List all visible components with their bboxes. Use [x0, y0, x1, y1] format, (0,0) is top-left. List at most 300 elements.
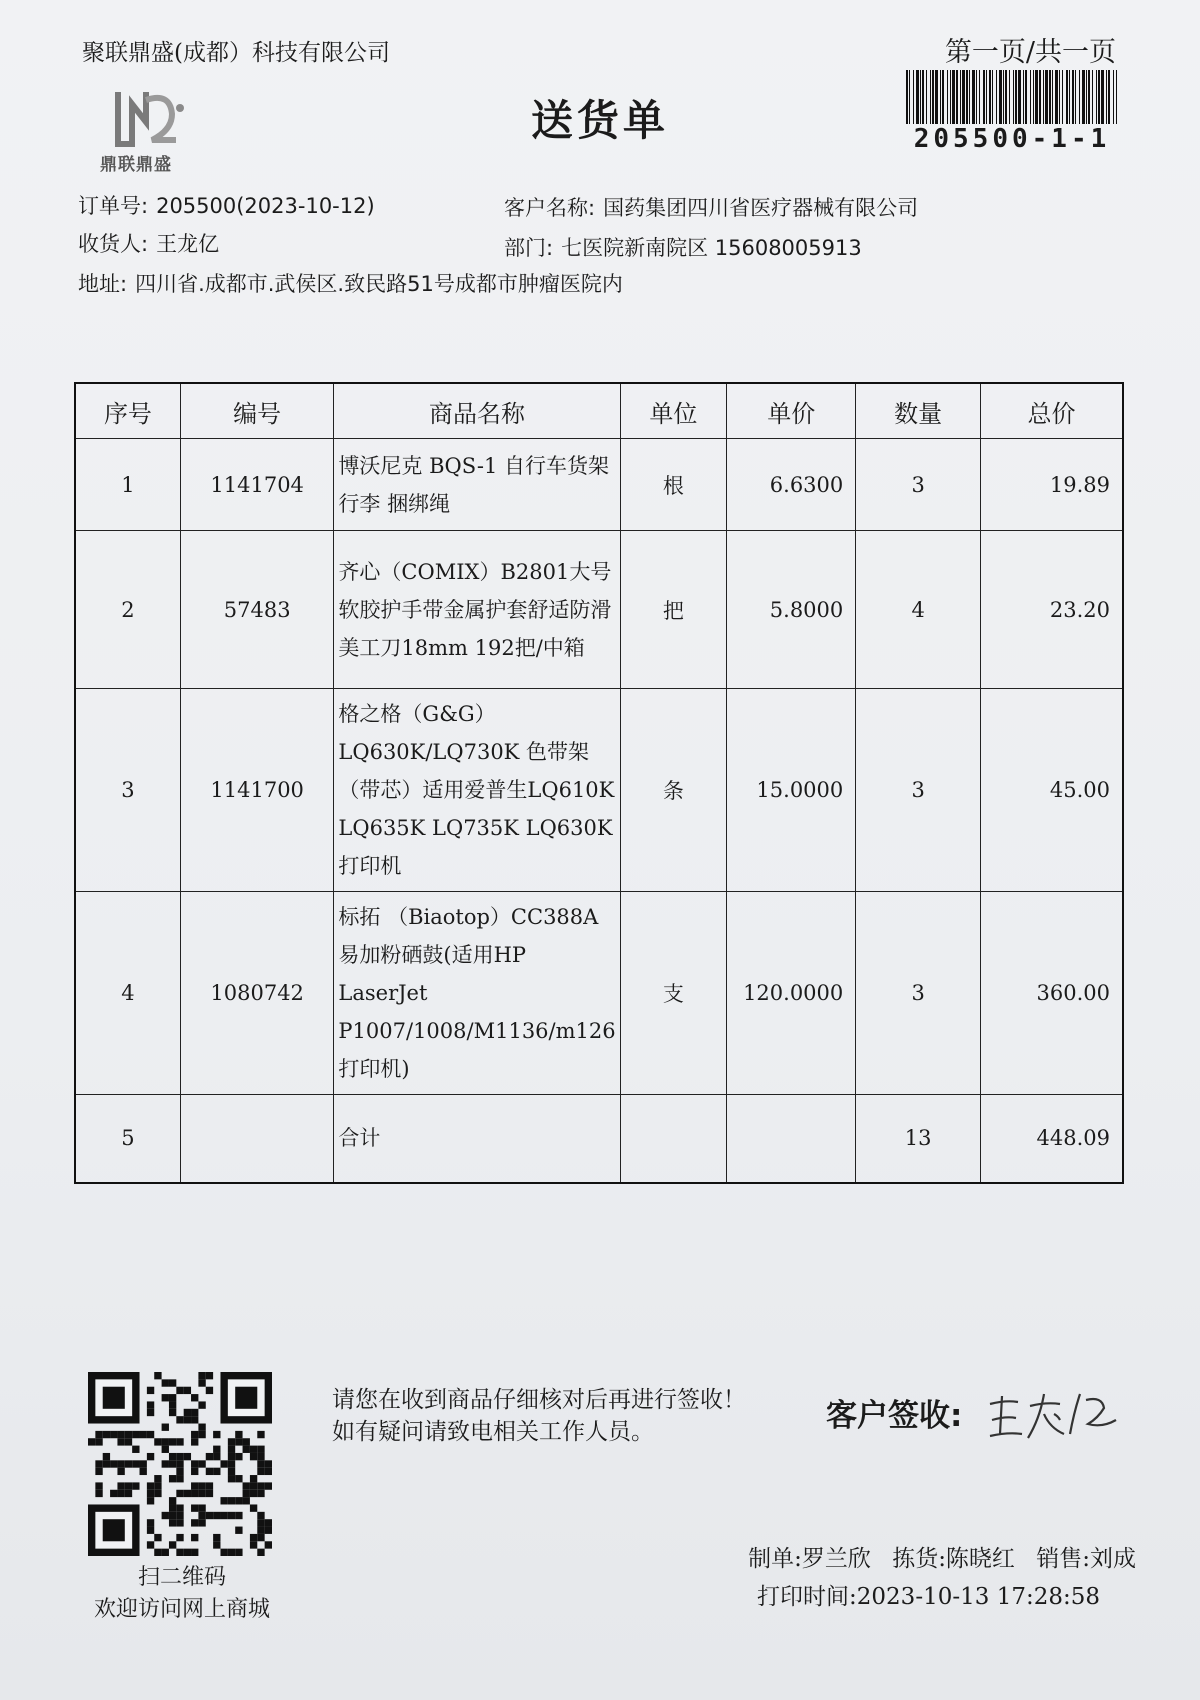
cell-unit-price: 15.0000: [727, 689, 856, 892]
barcode-bar: [942, 70, 944, 124]
qr-module: [176, 1416, 183, 1423]
qr-module: [257, 1527, 264, 1534]
qr-module: [257, 1482, 264, 1489]
qr-module: [117, 1438, 124, 1445]
qr-module: [191, 1431, 198, 1438]
qr-module: [206, 1453, 213, 1460]
qr-module: [250, 1541, 257, 1548]
cell-seq: 5: [75, 1095, 180, 1183]
barcode-bar: [1101, 70, 1104, 124]
barcode-bar: [916, 70, 919, 124]
qr-module: [147, 1541, 154, 1548]
qr-module: [169, 1409, 176, 1416]
qr-module: [95, 1490, 102, 1497]
qr-module: [250, 1475, 257, 1482]
receipt-notice: 请您在收到商品仔细核对后再进行签收！如有疑问请致电相关工作人员。: [332, 1387, 746, 1445]
cell-seq: 3: [75, 689, 180, 892]
barcode-bar: [1072, 70, 1074, 124]
qr-module: [154, 1475, 161, 1482]
cell-seq: 1: [75, 439, 180, 531]
qr-module: [132, 1431, 139, 1438]
barcode-bar: [950, 70, 951, 124]
qr-module: [176, 1468, 183, 1475]
barcode-bar: [952, 70, 955, 124]
qr-module: [206, 1387, 213, 1394]
order-number-value: 205500(2023-10-12): [156, 194, 375, 218]
qr-module: [95, 1431, 102, 1438]
qr-module: [257, 1519, 264, 1526]
qr-module: [198, 1401, 205, 1408]
barcode-bar: [1025, 70, 1027, 124]
qr-module: [110, 1490, 117, 1497]
qr-module: [169, 1541, 176, 1548]
cell-quantity: 13: [856, 1095, 981, 1183]
qr-module: [228, 1549, 235, 1556]
qr-module: [117, 1460, 124, 1467]
qr-module: [154, 1490, 161, 1497]
qr-module: [140, 1460, 147, 1467]
document-title: 送货单: [530, 96, 669, 145]
qr-module: [103, 1453, 110, 1460]
qr-module: [176, 1475, 183, 1482]
qr-module: [162, 1394, 169, 1401]
qr-module: [162, 1446, 169, 1453]
qr-module: [147, 1497, 154, 1504]
barcode-bar: [1023, 70, 1024, 124]
qr-module: [162, 1460, 169, 1467]
barcode-bar: [1003, 70, 1004, 124]
qr-module: [110, 1460, 117, 1467]
cell-unit-price: 6.6300: [727, 439, 856, 531]
qr-module: [250, 1446, 257, 1453]
qr-module: [213, 1453, 220, 1460]
table-header-row: [75, 383, 1123, 439]
barcode-bar: [1092, 70, 1093, 124]
barcode-bar: [996, 70, 997, 124]
qr-module: [243, 1446, 250, 1453]
qr-module: [162, 1379, 169, 1386]
barcode-bar: [969, 70, 970, 124]
customer-name: [504, 192, 918, 222]
barcode-bar: [1049, 70, 1051, 124]
barcode-bar: [1062, 70, 1063, 124]
picker: 拣货:陈晓红: [892, 1546, 1015, 1572]
cell-unit: 支: [620, 892, 727, 1095]
qr-module: [176, 1453, 183, 1460]
cell-product-name: 齐心（COMIX）B2801大号软胶护手带金属护套舒适防滑美工刀18mm 192把/中箱: [334, 531, 620, 689]
column-header: 序号: [75, 383, 180, 439]
qr-module: [169, 1475, 176, 1482]
qr-module: [176, 1460, 183, 1467]
qr-module: [243, 1490, 250, 1497]
qr-module: [140, 1431, 147, 1438]
qr-module: [250, 1504, 257, 1511]
qr-module: [176, 1438, 183, 1445]
qr-module: [191, 1534, 198, 1541]
department-label: 部门:: [504, 236, 554, 260]
qr-module: [235, 1527, 242, 1534]
qr-module: [154, 1534, 161, 1541]
barcode-bar: [1079, 70, 1080, 124]
qr-module: [147, 1453, 154, 1460]
cell-product-name: 格之格（G&G）LQ630K/LQ730K 色带架（带芯）适用爱普生LQ610K LQ635K LQ735K LQ630K打印机: [334, 689, 620, 892]
qr-module: [191, 1482, 198, 1489]
qr-module: [184, 1409, 191, 1416]
qr-module: [198, 1504, 205, 1511]
address-label: 地址:: [78, 272, 128, 296]
barcode-bar: [1096, 70, 1097, 124]
qr-module: [191, 1549, 198, 1556]
cell-product-name: 博沃尼克 BQS-1 自行车货架行李 捆绑绳: [334, 439, 620, 531]
qr-module: [198, 1482, 205, 1489]
qr-module: [198, 1379, 205, 1386]
address-value: 四川省.成都市.武侯区.致民路51号成都市肿瘤医院内: [135, 272, 623, 296]
qr-module: [191, 1438, 198, 1445]
qr-module: [147, 1482, 154, 1489]
qr-module: [235, 1387, 257, 1409]
qr-module: [169, 1438, 176, 1445]
cell-seq: 4: [75, 892, 180, 1095]
qr-module: [154, 1372, 161, 1379]
barcode-bar: [1082, 70, 1085, 124]
qr-module: [250, 1490, 257, 1497]
qr-module: [228, 1438, 235, 1445]
qr-module: [154, 1549, 161, 1556]
barcode-bar: [960, 70, 961, 124]
cell-total: 448.09: [981, 1095, 1124, 1183]
qr-module: [198, 1512, 205, 1519]
qr-module: [191, 1468, 198, 1475]
barcode-bar: [1005, 70, 1007, 124]
qr-module: [250, 1453, 257, 1460]
qr-module: [117, 1490, 124, 1497]
qr-module: [228, 1512, 235, 1519]
qr-module: [132, 1482, 139, 1489]
maker: 制单:罗兰欣: [748, 1546, 871, 1572]
barcode-bar: [930, 70, 931, 124]
qr-module: [162, 1424, 169, 1431]
qr-module: [132, 1446, 139, 1453]
barcode-bar: [1086, 70, 1087, 124]
barcode-bar: [1015, 70, 1017, 124]
qr-module: [191, 1394, 198, 1401]
qr-module: [184, 1416, 191, 1423]
column-header: 数量: [856, 383, 981, 439]
barcode-bar: [1106, 70, 1107, 124]
barcode-bar: [1059, 70, 1060, 124]
qr-caption-line: 欢迎访问网上商城: [93, 1597, 270, 1622]
qr-module: [184, 1453, 191, 1460]
staff-info: [734, 1540, 1136, 1573]
qr-module: [125, 1438, 132, 1445]
qr-module: [169, 1497, 176, 1504]
qr-module: [235, 1497, 242, 1504]
qr-module: [213, 1468, 220, 1475]
barcode-bar: [976, 70, 977, 124]
cell-code: 1141704: [180, 439, 334, 531]
qr-module: [257, 1453, 264, 1460]
qr-module: [198, 1424, 205, 1431]
barcode-bar: [1055, 70, 1058, 124]
customer-sign-label: 客户签收:: [826, 1398, 963, 1434]
customer-name-value: 国药集团四川省医疗器械有限公司: [603, 196, 919, 220]
qr-module: [176, 1387, 183, 1394]
barcode-bar: [913, 70, 914, 124]
qr-module: [250, 1482, 257, 1489]
barcode-bar: [935, 70, 938, 124]
qr-module: [265, 1541, 272, 1548]
barcode-bar: [983, 70, 985, 124]
qr-module: [169, 1512, 176, 1519]
barcode-bar: [999, 70, 1002, 124]
barcode-bar: [1069, 70, 1070, 124]
cell-unit-price: 5.8000: [727, 531, 856, 689]
qr-module: [125, 1490, 132, 1497]
qr-module: [169, 1504, 176, 1511]
qr-module: [184, 1549, 191, 1556]
cell-unit-price: 120.0000: [727, 892, 856, 1095]
logo-text: 鼎联鼎盛: [100, 155, 172, 175]
qr-module: [206, 1372, 213, 1379]
cell-unit: [620, 1095, 727, 1183]
qr-module: [95, 1468, 102, 1475]
barcode-bar: [922, 70, 924, 124]
qr-module: [213, 1541, 220, 1548]
qr-module: [95, 1482, 102, 1489]
table-row: [75, 689, 1123, 892]
qr-module: [191, 1504, 198, 1511]
table-row: [75, 892, 1123, 1095]
receiver: [78, 228, 219, 258]
cell-total: 360.00: [981, 892, 1124, 1095]
qr-module: [235, 1512, 242, 1519]
qr-module: [235, 1431, 242, 1438]
barcode-bar: [1035, 70, 1038, 124]
qr-module: [213, 1431, 220, 1438]
qr-module: [213, 1534, 220, 1541]
qr-module: [147, 1387, 154, 1394]
qr-module: [257, 1490, 264, 1497]
cell-quantity: 3: [856, 439, 981, 531]
receiver-value: 王龙亿: [156, 232, 220, 256]
order-number-label: 订单号:: [78, 194, 149, 218]
qr-module: [257, 1512, 264, 1519]
qr-module: [103, 1387, 125, 1409]
qr-module: [235, 1475, 242, 1482]
qr-module: [235, 1453, 242, 1460]
barcode-bar: [1009, 70, 1010, 124]
qr-module: [184, 1490, 191, 1497]
column-header: 商品名称: [334, 383, 620, 439]
qr-module: [257, 1460, 264, 1467]
column-header: 单价: [727, 383, 856, 439]
barcode-bar: [989, 70, 991, 124]
barcode-bar: [956, 70, 958, 124]
items-table: [74, 382, 1124, 1184]
qr-module: [191, 1416, 198, 1423]
qr-module: [206, 1490, 213, 1497]
qr-module: [206, 1512, 213, 1519]
table-row: [75, 531, 1123, 689]
qr-module: [257, 1468, 264, 1475]
qr-module: [235, 1438, 242, 1445]
cell-seq: 2: [75, 531, 180, 689]
qr-module: [265, 1460, 272, 1467]
column-header: 单位: [620, 383, 727, 439]
cell-unit: 把: [620, 531, 727, 689]
qr-module: [220, 1512, 227, 1519]
barcode-bar: [962, 70, 965, 124]
qr-module: [191, 1409, 198, 1416]
address: [78, 268, 623, 298]
barcode-bar: [1108, 70, 1110, 124]
qr-module: [257, 1446, 264, 1453]
qr-module: [169, 1401, 176, 1408]
cell-total: 19.89: [981, 439, 1124, 531]
barcode-bar: [1113, 70, 1114, 124]
qr-module: [250, 1534, 257, 1541]
barcode-bar: [1045, 70, 1048, 124]
qr-module: [228, 1453, 235, 1460]
cell-quantity: 4: [856, 531, 981, 689]
qr-module: [95, 1438, 102, 1445]
qr-module: [243, 1438, 250, 1445]
qr-module: [162, 1549, 169, 1556]
qr-module: [228, 1460, 235, 1467]
qr-module: [147, 1401, 154, 1408]
qr-module: [147, 1490, 154, 1497]
qr-module: [265, 1519, 272, 1526]
qr-module: [198, 1431, 205, 1438]
barcode-bar: [986, 70, 987, 124]
cell-total: 23.20: [981, 531, 1124, 689]
barcode-bar: [940, 70, 941, 124]
qr-module: [206, 1482, 213, 1489]
barcode-number: 205500-1-1: [913, 124, 1111, 154]
qr-module: [220, 1549, 227, 1556]
qr-module: [169, 1394, 176, 1401]
cell-unit: 根: [620, 439, 727, 531]
qr-module: [198, 1519, 205, 1526]
qr-module: [110, 1431, 117, 1438]
qr-module: [125, 1460, 132, 1467]
column-header: 编号: [180, 383, 334, 439]
table-row: [75, 439, 1123, 531]
qr-module: [257, 1549, 264, 1556]
qr-module: [198, 1372, 205, 1379]
qr-module: [162, 1512, 169, 1519]
qr-module: [147, 1527, 154, 1534]
qr-module: [103, 1431, 110, 1438]
barcode-bar: [1018, 70, 1021, 124]
barcode-bar: [1013, 70, 1014, 124]
cell-unit-price: [727, 1095, 856, 1183]
qr-module: [220, 1497, 227, 1504]
department-value: 七医院新南院区 15608005913: [561, 236, 862, 260]
column-header: 总价: [981, 383, 1124, 439]
qr-module: [176, 1490, 183, 1497]
qr-module: [184, 1387, 191, 1394]
qr-code-icon: [88, 1372, 272, 1556]
barcode-bar: [1098, 70, 1100, 124]
qr-module: [257, 1534, 264, 1541]
barcode-bar: [972, 70, 975, 124]
qr-module: [213, 1512, 220, 1519]
qr-module: [125, 1431, 132, 1438]
cell-quantity: 3: [856, 892, 981, 1095]
qr-module: [117, 1431, 124, 1438]
qr-module: [198, 1460, 205, 1467]
qr-module: [132, 1460, 139, 1467]
qr-module: [235, 1549, 242, 1556]
qr-module: [220, 1460, 227, 1467]
page-info: 第一页/共一页: [944, 37, 1116, 68]
qr-module: [169, 1379, 176, 1386]
qr-module: [176, 1549, 183, 1556]
qr-module: [117, 1482, 124, 1489]
company-name: 聚联鼎盛(成都）科技有限公司: [82, 40, 390, 66]
qr-module: [265, 1527, 272, 1534]
qr-module: [147, 1431, 154, 1438]
barcode-bar: [1052, 70, 1053, 124]
qr-module: [140, 1468, 147, 1475]
qr-module: [88, 1438, 95, 1445]
barcode-bar: [920, 70, 921, 124]
qr-module: [257, 1431, 264, 1438]
sales: 销售:刘成: [1036, 1546, 1136, 1572]
department: [504, 232, 862, 262]
customer-name-label: 客户名称:: [504, 196, 596, 220]
cell-code: 57483: [180, 531, 334, 689]
qr-module: [228, 1468, 235, 1475]
qr-module: [228, 1475, 235, 1482]
barcode-bar: [1039, 70, 1041, 124]
order-number: [78, 190, 375, 220]
barcode-bar: [979, 70, 980, 124]
cell-code: [180, 1095, 334, 1183]
print-time: 打印时间:2023-10-13 17:28:58: [757, 1584, 1100, 1610]
qr-module: [95, 1460, 102, 1467]
barcode-bar: [1075, 70, 1076, 124]
qr-module: [125, 1482, 132, 1489]
barcode-bar: [1116, 70, 1117, 124]
barcode-icon: [906, 70, 1118, 124]
qr-module: [169, 1519, 176, 1526]
cell-product-name: 标拓 （Biaotop）CC388A 易加粉硒鼓(适用HP LaserJet P1007/1008/M1136/m126打印机): [334, 892, 620, 1095]
qr-module: [228, 1446, 235, 1453]
barcode-bar: [947, 70, 948, 124]
qr-module: [228, 1497, 235, 1504]
qr-module: [265, 1482, 272, 1489]
qr-module: [176, 1519, 183, 1526]
receiver-label: 收货人:: [78, 232, 149, 256]
qr-module: [169, 1460, 176, 1467]
qr-module: [198, 1490, 205, 1497]
barcode-bar: [1043, 70, 1044, 124]
qr-module: [243, 1497, 250, 1504]
qr-module: [206, 1468, 213, 1475]
barcode-bar: [926, 70, 927, 124]
qr-module: [176, 1512, 183, 1519]
cell-code: 1080742: [180, 892, 334, 1095]
barcode-bar: [1088, 70, 1090, 124]
qr-caption: [72, 1562, 292, 1626]
qr-caption-line: 扫二维码: [137, 1565, 226, 1590]
qr-module: [162, 1438, 169, 1445]
cell-total: 45.00: [981, 689, 1124, 892]
qr-module: [176, 1504, 183, 1511]
barcode-bar: [909, 70, 910, 124]
